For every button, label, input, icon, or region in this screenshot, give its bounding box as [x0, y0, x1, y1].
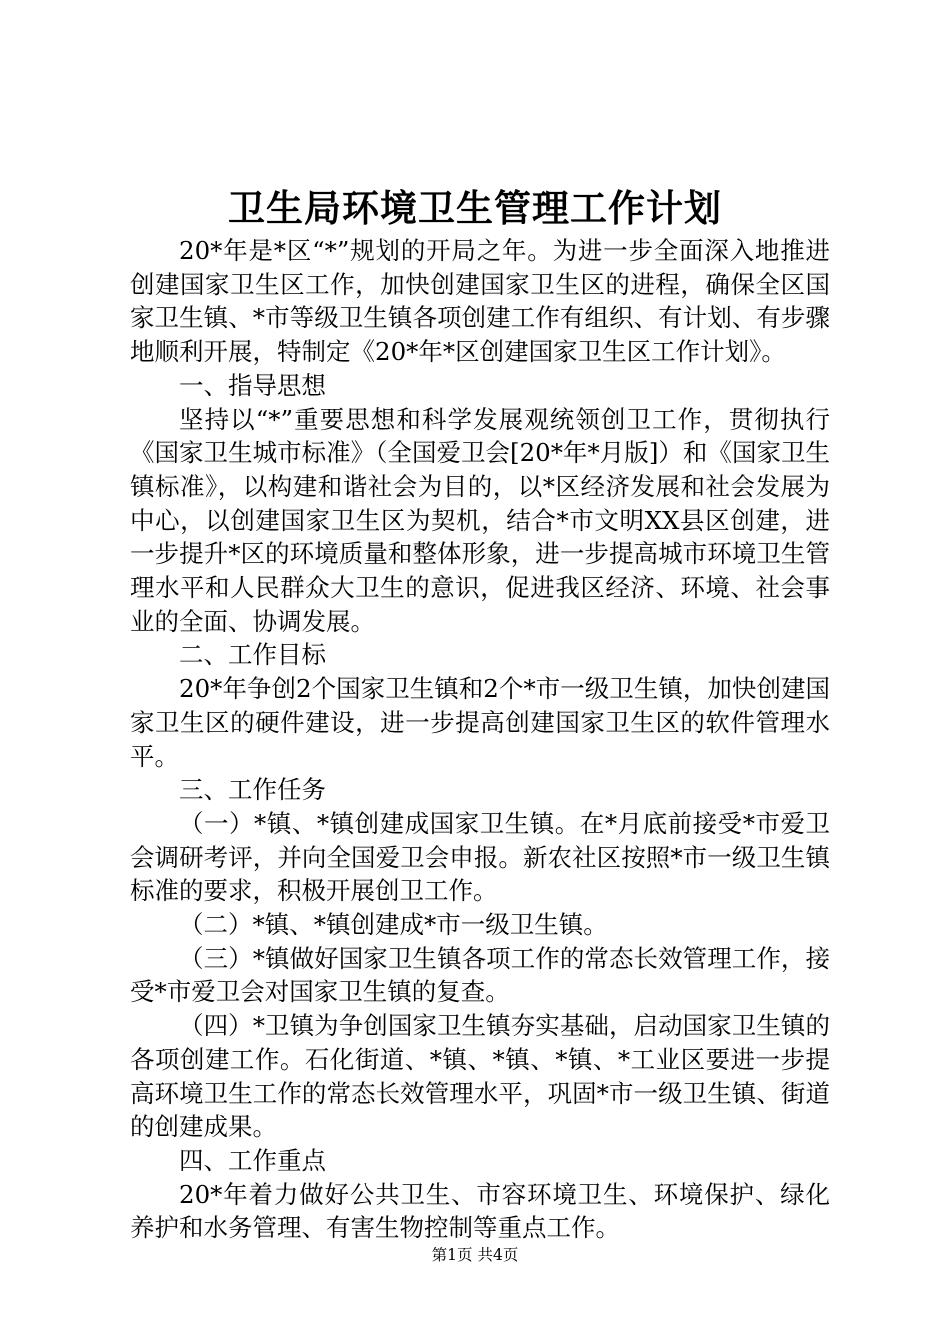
- document-body: [130, 234, 830, 1245]
- document-title: 卫生局环境卫生管理工作计划: [228, 186, 722, 230]
- task-item-3: （三）*镇做好国家卫生镇各项工作的常态长效管理工作，接受*市爱卫会对国家卫生镇的复查。: [130, 943, 830, 1007]
- section-heading-work-goals: 二、工作目标: [179, 640, 326, 670]
- task-item-1: （一）*镇、*镇创建成国家卫生镇。在*月底前接受*市爱卫会调研考评，并向全国爱卫会申报。新农社区按照*市一级卫生镇标准的要求，积极开展创卫工作。: [130, 808, 830, 906]
- section-heading-guiding-thought: 一、指导思想: [179, 370, 326, 400]
- page-number-footer: 第1页 共4页: [431, 1246, 519, 1264]
- work-goals-paragraph: 20*年争创2个国家卫生镇和2个*市一级卫生镇，加快创建国家卫生区的硬件建设，进一步提高创建国家卫生区的软件管理水平。: [130, 674, 830, 771]
- task-item-4: （四）*卫镇为争创国家卫生镇夯实基础，启动国家卫生镇的各项创建工作。石化街道、*镇、*镇、*镇、*工业区要进一步提高环境卫生工作的常态长效管理水平，巩固*市一级卫生镇、街道的创建成果。: [130, 1011, 830, 1142]
- work-focus-paragraph: 20*年着力做好公共卫生、市容环境卫生、环境保护、绿化养护和水务管理、有害生物控制等重点工作。: [130, 1179, 830, 1243]
- task-item-2: （二）*镇、*镇创建成*市一级卫生镇。: [179, 910, 608, 940]
- section-heading-work-focus: 四、工作重点: [179, 1145, 326, 1175]
- section-heading-work-tasks: 三、工作任务: [179, 775, 326, 805]
- guiding-thought-paragraph: 坚持以“*”重要思想和科学发展观统领创卫工作，贯彻执行《国家卫生城市标准》（全国爱卫会[20*年*月版]）和《国家卫生镇标准》，以构建和谐社会为目的，以*区经济发展和社会发展为中心，以创建国家卫生区为契机，结合*市文明XX县区创建，进一步提升*区的环境质量和整体形象，进一步提高城市环境卫生管理水平和人民群众大卫生的意识，促进我区经济、环境、社会事业的全面、协调发展。: [130, 404, 830, 636]
- intro-paragraph: 20*年是*区“*”规划的开局之年。为进一步全面深入地推进创建国家卫生区工作，加快创建国家卫生区的进程，确保全区国家卫生镇、*市等级卫生镇各项创建工作有组织、有计划、有步骤地顺利开展，特制定《20*年*区创建国家卫生区工作计划》。: [130, 236, 830, 367]
